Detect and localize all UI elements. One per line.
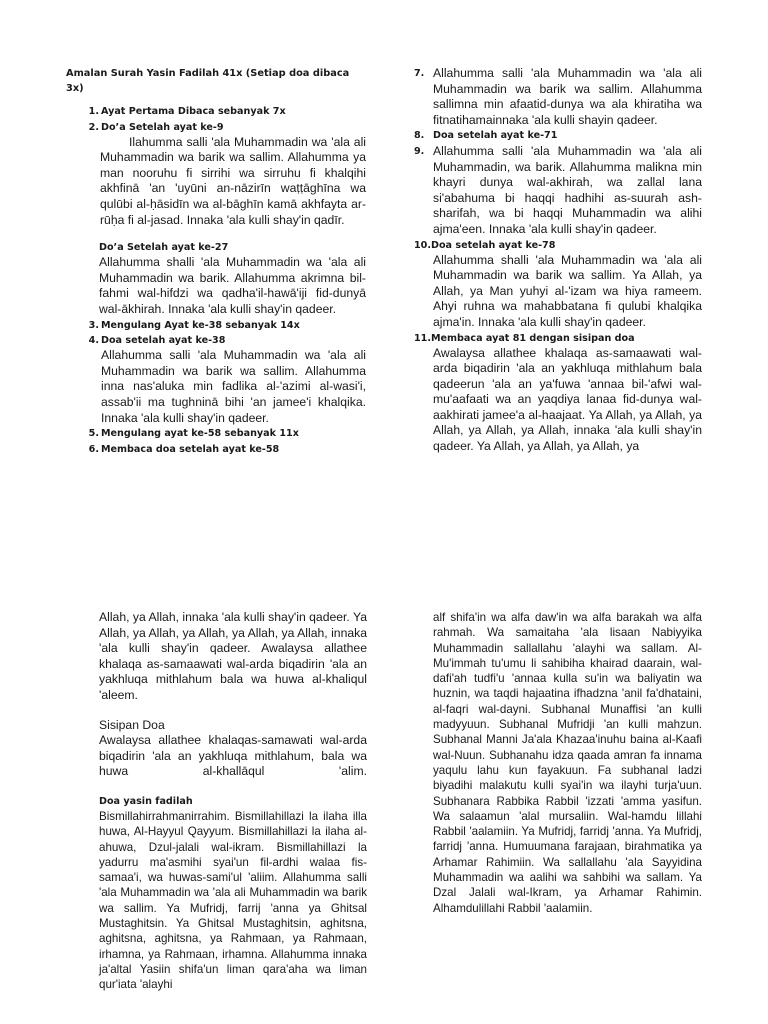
list-item-3 [66, 318, 366, 334]
item-heading: Mengulang ayat ke-58 sebanyak 11x [101, 428, 299, 440]
item-heading: Membaca ayat 81 dengan sisipan doa [431, 332, 635, 344]
doa-text-ayat-7: Allahumma salli 'ala Muhammadin wa 'ala ali Muhammadin wa barik wa sallim. Allahumma sallimna min afaatid-dunya wa ala khiratiha wa fitnatihamainnaka 'ala kulli shayin qadeer. [433, 66, 702, 127]
list-item-8 [414, 128, 702, 144]
item-number: 8. [414, 130, 425, 142]
item-heading: Do’a Setelah ayat ke-27 [99, 242, 229, 254]
item-number: 10. [414, 239, 431, 251]
continuation-text: Allah, ya Allah, innaka 'ala kulli shay'in qadeer. Ya Allah, ya Allah, ya Allah, ya Allah, ya Allah, innaka 'ala kulli shay'in qadeer. Awalaysa allathee khalaqa as-samaawati wal-arda biqadirin 'ala an yakhluqa mithlahum bala wa huwa al-khaliqul 'aleem. [99, 610, 367, 702]
list-item-7 [414, 66, 702, 128]
item-number: 6. [88, 443, 99, 455]
fadilah-text: Bismillahirrahmanirrahim. Bismillahillazi la ilaha illa huwa, Al-Hayyul Qayyum. Bismillahillazi la ilaha al-ahuwa, Dzul-jalali wal-ikram. Bismillahillazi la yadurru ma'asmihi syai'un fil-ardhi walaa fis-samaa'i, wa huwas-sami'ul 'aliim. Allahumma salli 'ala Muhammadin wa 'ala ali Muhammadin wa barik wa sallim. Ya Mufridj, farrij 'anna ya Ghitsal Mustaghitsin. Ya Ghitsal Mustaghitsin, aghitsna, aghitsna, aghitsna, ya Rahmaan, ya Rahmaan, irhamna, ya Rahmaan, irhamna. Allahumma innaka ja'altal Yasiin shifa'un liman qara'aha wa liman qur'iata 'alayhi [99, 809, 367, 992]
list-item-11 [414, 331, 702, 455]
item-heading: Do’a Setelah ayat ke-9 [101, 121, 224, 133]
item-heading: Doa setelah ayat ke-71 [433, 130, 558, 142]
doa-text-ayat-9: Ilahumma salli 'ala Muhammadin wa 'ala ali Muhammadin wa barik wa sallim. Allahumma ya man nooruhu fi sirrihi wa sirruhu fi khalqihi akhfinā 'an 'uyūni an-nāzirīn waṭṭāghīna wa qulūbi al-ḥāsidīn wa al-bāghīn kamā akhfayta ar-rūḥa fi al-jasad. Innaka 'ala kulli shay'in qadīr. [100, 134, 366, 227]
bottom-left-column [99, 610, 367, 993]
subsection-ayat-27 [66, 240, 366, 317]
sisipan-heading: Sisipan Doa [99, 717, 165, 732]
document-title: Amalan Surah Yasin Fadilah 41x (Setiap doa dibaca 3x) [66, 68, 350, 94]
doa-text-ayat-27: Allahumma shalli 'ala Muhammadin wa 'ala ali Muhammadin wa barik. Allahumma akrimna bil-fahmi wal-hifdzi wa qadha'il-hawā'iji fid-dunyā wal-ākhirah. Innaka 'ala kulli shay'in qadeer. [99, 255, 366, 316]
list-item-10 [414, 238, 702, 331]
item-heading: Mengulang Ayat ke-38 sebanyak 14x [101, 319, 300, 331]
doa-text-ayat-71: Allahumma salli 'ala Muhammadin wa 'ala ali Muhammadin, wa barik. Allahumma malikna min khayri dunya wal-akhirah, wa zallal lana si'abahuma bi haqqi hadhihi as-suurah ash-sharifah, wa bi haqqi Muhammadin wa alihi ajma'een. Innaka 'ala kulli shay'in qadeer. [433, 143, 702, 236]
item-number: 1. [88, 106, 99, 117]
fadilah-heading: Doa yasin fadilah [99, 795, 193, 807]
item-heading: Doa setelah ayat ke-38 [101, 335, 226, 347]
list-item-5 [66, 426, 366, 442]
list-item-9 [414, 144, 702, 238]
item-number: 4. [88, 335, 99, 347]
doa-text-ayat-81: Awalaysa allathee khalaqa as-samaawati wal-arda biqadirin 'ala an yakhluqa mithlahum bala qadeerun 'ala an ya'fuwa 'annaa bil-'afwi wal-mu'aafaati wa an yaqdiya lanaa fid-dunya wal-aakhirati jamee'a al-haajaat. Ya Allah, ya Allah, ya Allah, ya Allah, ya Allah, innaka 'ala kulli shay'in qadeer. Ya Allah, ya Allah, ya Allah, ya [433, 345, 702, 454]
item-number: 9. [414, 145, 425, 157]
doa-text-ayat-78: Allahumma shalli 'ala Muhammadin wa 'ala ali Muhammadin wa barik wa sallim. Ya Allah, ya Allah, ya Man yuhyi al-'izam wa hiya rameem. Ahyi ruhna wa mahabbatana fi qulubi khalqika ajma'in. Innaka 'ala kulli shay'in qadeer. [433, 252, 702, 329]
list-item-6 [66, 442, 366, 458]
doa-text-ayat-38: Allahumma salli 'ala Muhammadin wa 'ala ali Muhammadin wa barik wa sallim. Allahumma inna nas'aluka min fadlika al-'azimi al-wasi'i, assab'ii ma tughninā bihi 'an jamee'i khalqika. Innaka 'ala kulli shay'in qadeer. [101, 348, 366, 425]
fadilah-continuation-text: alf shifa'in wa alfa daw'in wa alfa barakah wa alfa rahmah. Wa samaitaha 'ala lisaan Nabiyyika Muhammadin sallallahu 'alayhi wa sallam. Al-Mu'immah tu'umu li sahibiha khairad daarain, wal-dafi'ah tudfi'u 'annaa kulla su'in wa baliyatin wa huznin, wa taqdi hajaatina ifhadzna 'anil fa'dhataini, al-faqri wal-dayni. Subhanal Munaffisi 'an kulli madyyuun. Subhanal Mufridji 'an kulli mahzun. Subhanal Manni Ja'ala Khazaa'inuhu baina al-Kaafi wal-Nuun. Subhanahu idza qaada amran fa innama yaqulu lahu kun fayakuun. Fa subhanal ladzi biyadihi malakutu kulli syai'in wa ilayhi turja'uun. Subhanara Rabbika Rabbil 'izzati 'amma yasifun. Wa salaamun 'alal mursaliin. Wal-hamdu lillahi Rabbil 'aalamiin. Ya Mufridj, farridj 'anna. Ya Mufridj, farridj 'anna. Humuumana farajaan, birahmatika ya Arhamar Rahimiin. Wa sallallahu 'ala Sayyidina Muhammadin wa aalihi wa sahbihi wa sallam. Ya Dzal Jalali wal-Ikram, ya Arhamar Rahimin. Alhamdulillahi Rabbil 'aalamiin. [433, 611, 702, 915]
sisipan-text: Awalaysa allathee khalaqas-samawati wal-arda biqadirin 'ala an yakhluqa mithlahum, bala wa huwa al-khallāqul 'alim. [99, 733, 367, 779]
top-right-column [414, 66, 702, 455]
item-number: 2. [88, 121, 99, 133]
bottom-right-column [433, 610, 702, 916]
list-item-2 [66, 120, 366, 229]
list-item-1 [66, 104, 366, 120]
item-heading: Ayat Pertama Dibaca sebanyak 7x [101, 106, 286, 117]
item-number: 7. [414, 68, 425, 79]
item-number: 5. [88, 428, 99, 440]
top-left-column [66, 66, 366, 457]
item-number: 3. [88, 319, 99, 331]
list-item-4 [66, 333, 366, 426]
item-heading: Membaca doa setelah ayat ke-58 [101, 443, 280, 455]
item-heading: Doa setelah ayat ke-78 [431, 239, 556, 251]
item-number: 11. [414, 332, 431, 344]
